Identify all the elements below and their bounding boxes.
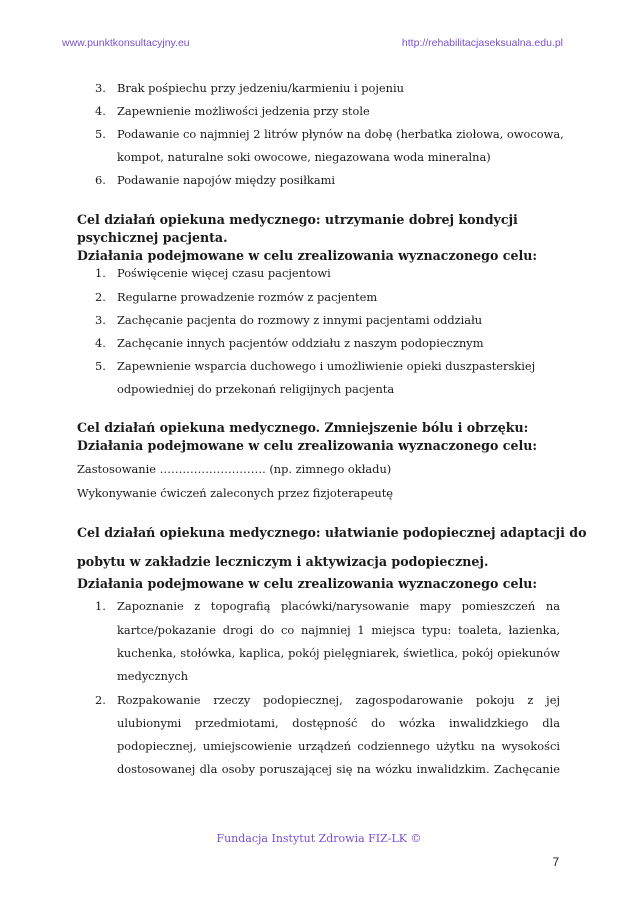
actions-heading: Działania podejmowane w celu zrealizowania wyznaczonego celu: [77, 576, 538, 591]
line-text: kuchenka, stołówka, kaplica, pokój pielęgniarek, świetlica, pokój opiekunów [117, 646, 560, 660]
line-text: Rozpakowanie rzeczy podopiecznej, zagospodarowanie pokoju z jej [117, 693, 560, 707]
list-number: 2. [95, 693, 106, 707]
line-text: ulubionymi przedmiotami, dostępność do wózka inwalidzkiego dla [117, 716, 560, 730]
list-item: Brak pośpiechu przy jedzeniu/karmieniu i pojeniu [117, 81, 404, 95]
goal-heading: Cel działań opiekuna medycznego. Zmniejszenie bólu i obrzęku: [77, 420, 529, 435]
list-item: Regularne prowadzenie rozmów z pacjentem [117, 290, 378, 304]
list-number: 2. [95, 290, 106, 304]
list-number: 3. [95, 81, 106, 95]
list-item-continuation: odpowiedniej do przekonań religijnych pacjenta [117, 382, 395, 396]
list-item-line [117, 715, 560, 731]
list-item-line [117, 645, 560, 661]
list-number: 5. [95, 359, 106, 373]
list-item: Podawanie co najmniej 2 litrów płynów na dobę (herbatka ziołowa, owocowa, [117, 127, 564, 141]
body-line: Zastosowanie ………………………. (np. zimnego okładu) [77, 462, 392, 476]
list-item-line [117, 598, 560, 614]
actions-heading: Działania podejmowane w celu zrealizowania wyznaczonego celu: [77, 438, 538, 453]
list-item-line [117, 622, 560, 638]
goal-heading: Cel działań opiekuna medycznego: ułatwianie podopiecznej adaptacji do [77, 525, 587, 540]
list-item: Podawanie napojów między posiłkami [117, 173, 336, 187]
line-text: kartce/pokazanie drogi do co najmniej 1 miejsca typu: toaleta, łazienka, [117, 623, 560, 637]
header-right-url[interactable]: http://rehabilitacjaseksualna.edu.pl [401, 37, 563, 49]
list-item-continuation: kompot, naturalne soki owocowe, niegazowana woda mineralna) [117, 150, 491, 164]
list-item: Zapewnienie możliwości jedzenia przy stole [117, 104, 370, 118]
list-item-line [117, 692, 560, 708]
list-number: 3. [95, 313, 106, 327]
goal-heading: Cel działań opiekuna medycznego: utrzymanie dobrej kondycji [77, 212, 518, 227]
list-number: 5. [95, 127, 106, 141]
goal-heading-continuation: psychicznej pacjenta. [77, 230, 228, 245]
page-number: 7 [552, 857, 559, 869]
list-number: 1. [95, 266, 106, 280]
list-item: Poświęcenie więcej czasu pacjentowi [117, 266, 331, 280]
line-text: dostosowanej dla osoby poruszającej się na wózku inwalidzkim. Zachęcanie [117, 762, 560, 776]
header-left-url[interactable]: www.punktkonsultacyjny.eu [62, 37, 190, 49]
list-number: 1. [95, 599, 106, 613]
actions-heading: Działania podejmowane w celu zrealizowania wyznaczonego celu: [77, 248, 538, 263]
list-item: Zachęcanie pacjenta do rozmowy z innymi pacjentami oddziału [117, 313, 483, 327]
goal-heading-continuation: pobytu w zakładzie leczniczym i aktywizacja podopiecznej. [77, 554, 489, 569]
footer-text: Fundacja Instytut Zdrowia FIZ-LK © [216, 832, 422, 845]
list-item: Zapewnienie wsparcia duchowego i umożliwienie opieki duszpasterskiej [117, 359, 536, 373]
list-item-line: medycznych [117, 669, 189, 683]
list-item: Zachęcanie innych pacjentów oddziału z naszym podopiecznym [117, 336, 484, 350]
list-number: 4. [95, 104, 106, 118]
list-item-line [117, 761, 560, 777]
list-item-line [117, 738, 560, 754]
line-text: podopiecznej, umiejscowienie urządzeń codziennego użytku na wysokości [117, 739, 560, 753]
body-line: Wykonywanie ćwiczeń zaleconych przez fizjoterapeutę [77, 486, 394, 500]
list-number: 4. [95, 336, 106, 350]
list-number: 6. [95, 173, 106, 187]
line-text: Zapoznanie z topografią placówki/narysowanie mapy pomieszczeń na [117, 599, 560, 613]
